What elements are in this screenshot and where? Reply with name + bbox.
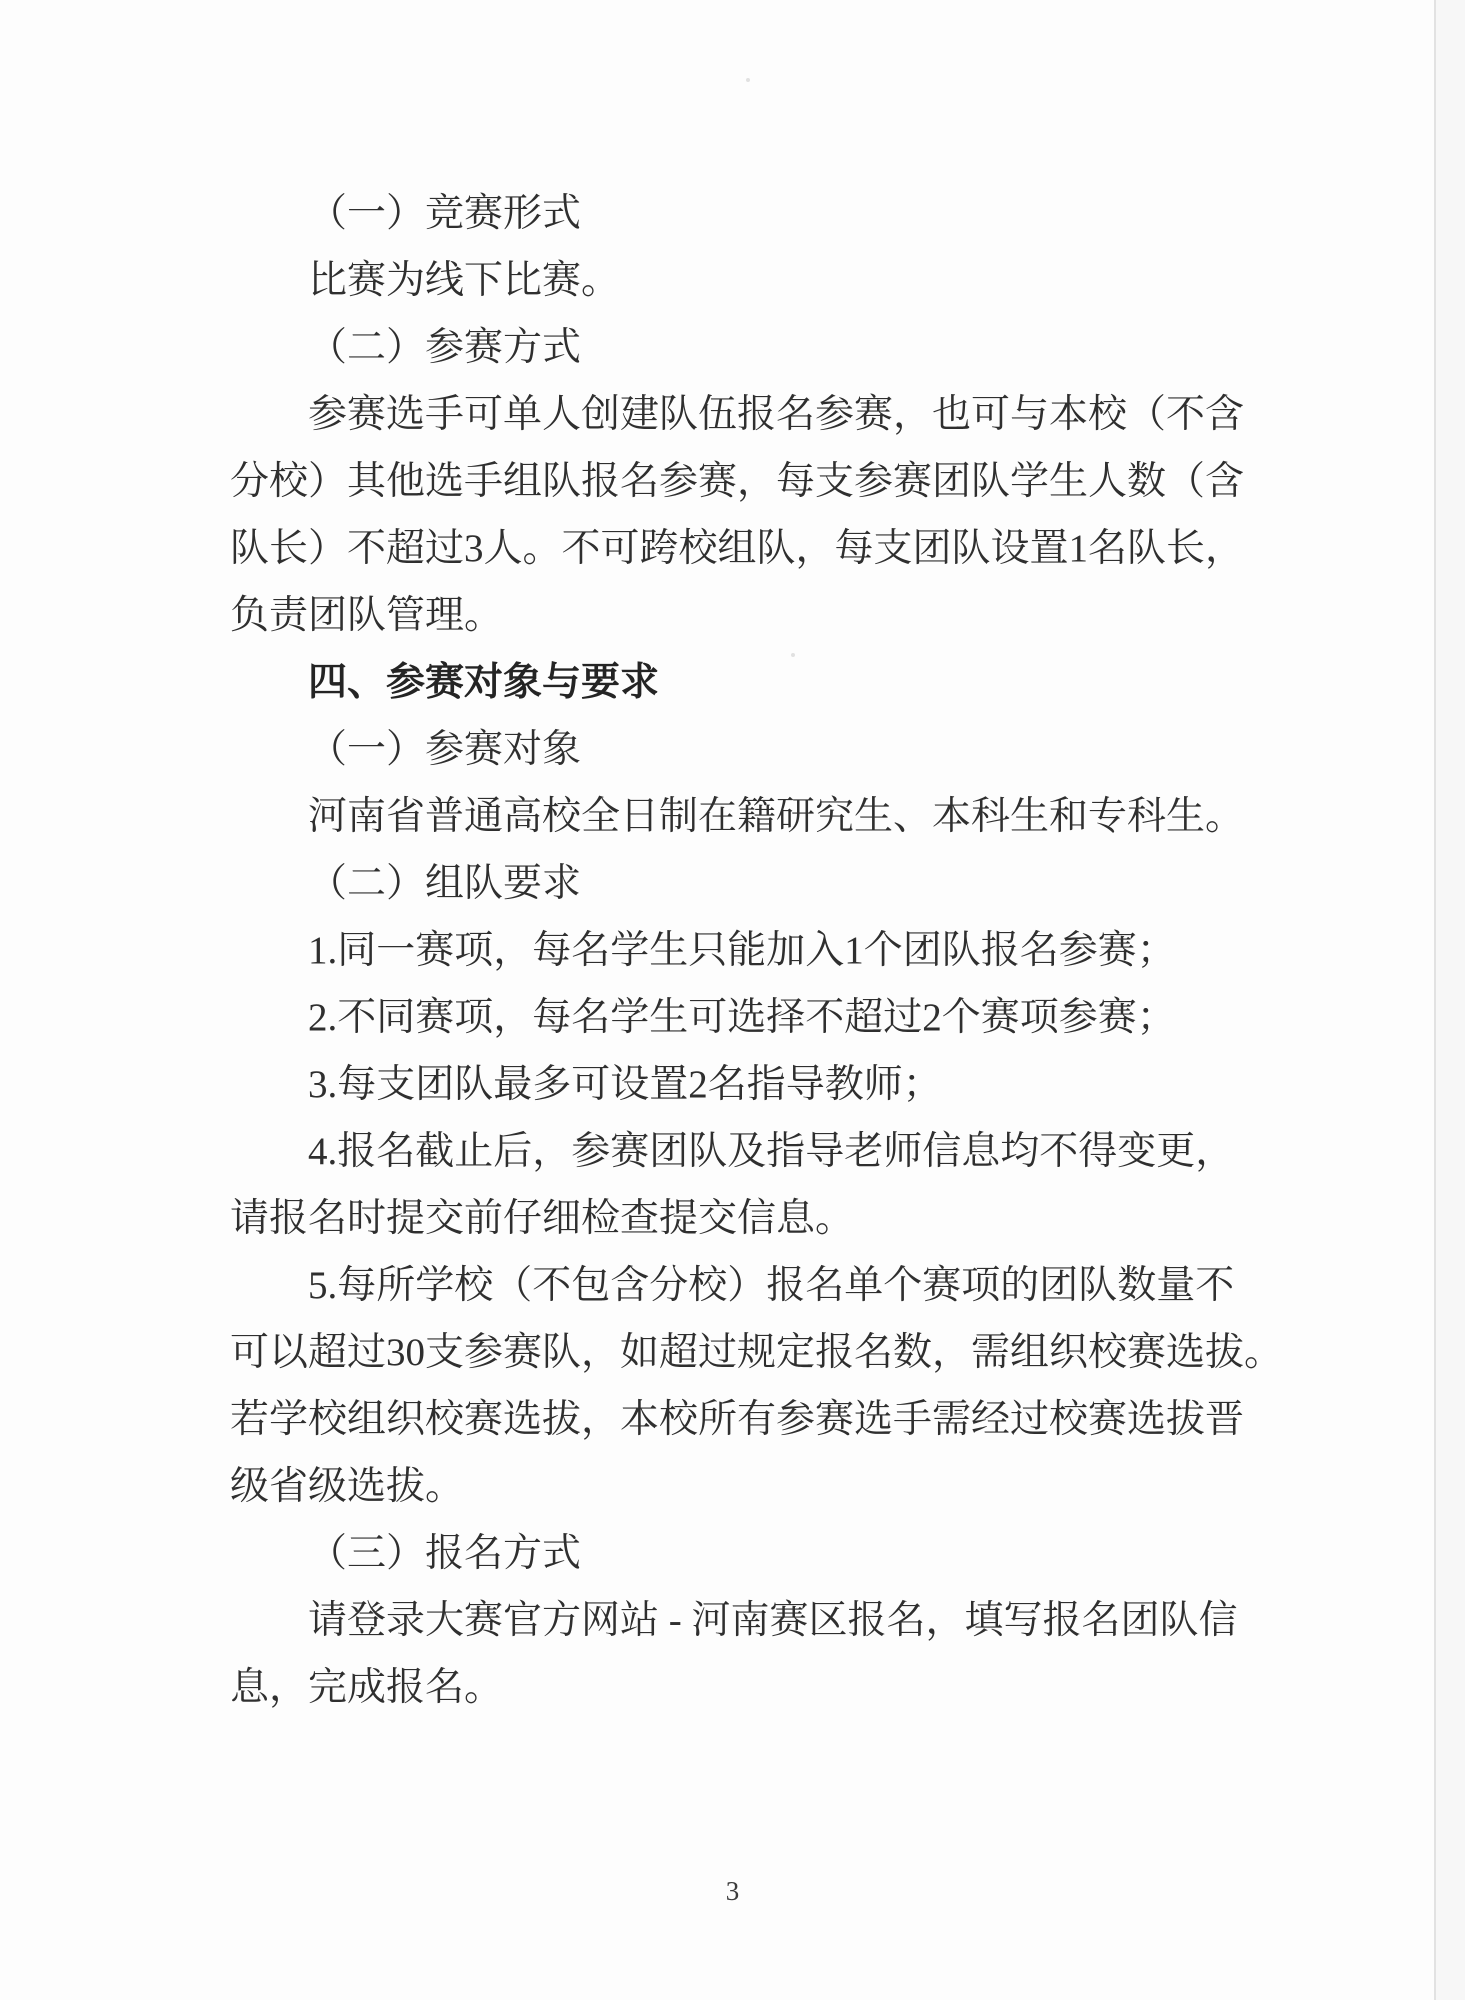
para-registration-line-1: 请登录大赛官方网站 - 河南赛区报名，填写报名团队信 — [308, 1599, 1238, 1642]
para-eligible-participants: 河南省普通高校全日制在籍研究生、本科生和专科生。 — [308, 795, 1245, 838]
scan-edge-strip — [1436, 0, 1465, 2000]
para-offline-competition: 比赛为线下比赛。 — [308, 259, 621, 302]
section-heading-participants-requirements: 四、参赛对象与要求 — [308, 661, 660, 704]
para-registration-line-2: 息，完成报名。 — [230, 1666, 504, 1709]
para-participation-line-2: 分校）其他选手组队报名参赛，每支参赛团队学生人数（含 — [230, 460, 1245, 503]
list-item-rule-5-line-4: 级省级选拔。 — [230, 1465, 465, 1508]
list-item-rule-1: 1.同一赛项，每名学生只能加入1个团队报名参赛； — [308, 929, 1176, 972]
subheading-team-requirements: （二）组队要求 — [308, 862, 582, 905]
list-item-rule-5-line-3: 若学校组织校赛选拔，本校所有参赛选手需经过校赛选拔晋 — [230, 1398, 1245, 1441]
para-participation-line-3: 队长）不超过3人。不可跨校组队，每支团队设置1名队长， — [230, 527, 1245, 570]
para-participation-line-4: 负责团队管理。 — [230, 594, 504, 637]
subheading-participants: （一）参赛对象 — [308, 728, 582, 771]
scan-speck — [746, 78, 750, 82]
list-item-rule-4-line-2: 请报名时提交前仔细检查提交信息。 — [230, 1197, 855, 1240]
subheading-competition-format: （一）竞赛形式 — [308, 192, 582, 235]
subheading-registration-method: （三）报名方式 — [308, 1532, 582, 1575]
list-item-rule-5-line-1: 5.每所学校（不包含分校）报名单个赛项的团队数量不 — [308, 1264, 1235, 1307]
document-body — [230, 180, 1284, 1721]
para-participation-line-1: 参赛选手可单人创建队伍报名参赛，也可与本校（不含 — [308, 393, 1245, 436]
list-item-rule-5-line-2: 可以超过30支参赛队，如超过规定报名数，需组织校赛选拔。 — [230, 1331, 1284, 1374]
subheading-participation-method: （二）参赛方式 — [308, 326, 582, 369]
scan-edge-line — [1434, 0, 1436, 2000]
list-item-rule-4-line-1: 4.报名截止后，参赛团队及指导老师信息均不得变更， — [308, 1130, 1235, 1173]
list-item-rule-3: 3.每支团队最多可设置2名指导教师； — [308, 1063, 942, 1106]
list-item-rule-2: 2.不同赛项，每名学生可选择不超过2个赛项参赛； — [308, 996, 1176, 1039]
page-number: 3 — [725, 1876, 740, 1906]
